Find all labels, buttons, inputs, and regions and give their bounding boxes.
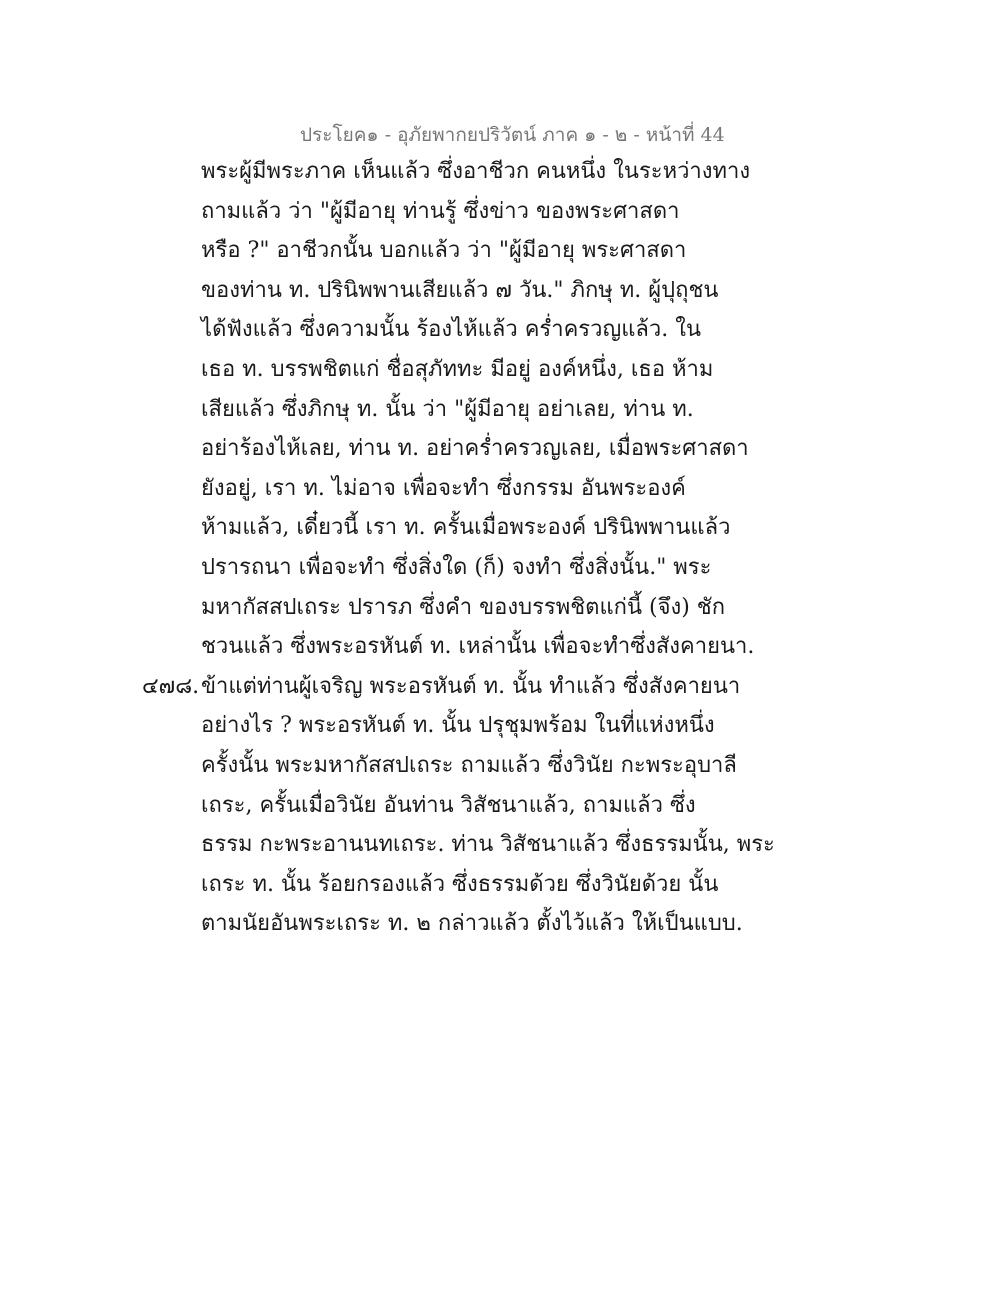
paragraph-number: ๔๗๘. xyxy=(142,673,200,699)
line-text: เสียแล้ว ซึ่งภิกษุ ท. นั้น ว่า "ผู้มีอายุ อย่าเลย, ท่าน ท. xyxy=(201,396,694,422)
text-line xyxy=(0,152,1000,192)
line-text: ของท่าน ท. ปรินิพพานเสียแล้ว ๗ วัน." ภิกษุ ท. ผู้ปุถุชน xyxy=(201,277,719,303)
line-text: ได้ฟังแล้ว ซึ่งความนั้น ร้องไห้แล้ว คร่ำครวญแล้ว. ใน xyxy=(201,317,701,343)
text-line xyxy=(0,627,1000,667)
text-line xyxy=(0,310,1000,350)
line-text: ปรารถนา เพื่อจะทำ ซึ่งสิ่งใด (ก็) จงทำ ซึ่งสิ่งนั้น." พระ xyxy=(201,554,712,580)
line-text: มหากัสสปเถระ ปรารภ ซึ่งคำ ของบรรพชิตแก่นี้ (จึง) ชัก xyxy=(201,594,726,620)
line-text: ตามนัยอันพระเถระ ท. ๒ กล่าวแล้ว ตั้งไว้แล้ว ให้เป็นแบบ. xyxy=(201,911,743,937)
line-text: อย่าร้องไห้เลย, ท่าน ท. อย่าคร่ำครวญเลย, เมื่อพระศาสดา xyxy=(201,436,749,462)
text-line xyxy=(0,825,1000,865)
text-line xyxy=(0,904,1000,944)
line-text: เถระ ท. นั้น ร้อยกรองแล้ว ซึ่งธรรมด้วย ซึ่งวินัยด้วย นั้น xyxy=(201,871,719,897)
text-line xyxy=(0,350,1000,390)
text-line xyxy=(0,469,1000,509)
body-text xyxy=(0,152,1000,944)
text-line xyxy=(0,706,1000,746)
text-line xyxy=(0,192,1000,232)
line-text: พระผู้มีพระภาค เห็นแล้ว ซึ่งอาชีวก คนหนึ่ง ในระหว่างทาง xyxy=(201,159,751,184)
line-text: ชวนแล้ว ซึ่งพระอรหันต์ ท. เหล่านั้น เพื่อจะทำซึ่งสังคายนา. xyxy=(201,634,755,660)
text-line xyxy=(0,271,1000,311)
running-header: ประโยค๑ - อุภัยพากยปริวัตน์ ภาค ๑ - ๒ - หน้าที่ 44 xyxy=(300,124,725,146)
line-text: เธอ ท. บรรพชิตแก่ ชื่อสุภัททะ มีอยู่ องค์หนึ่ง, เธอ ห้าม xyxy=(201,356,714,382)
line-text: ข้าแต่ท่านผู้เจริญ พระอรหันต์ ท. นั้น ทำแล้ว ซึ่งสังคายนา xyxy=(201,673,741,699)
line-text: ยังอยู่, เรา ท. ไม่อาจ เพื่อจะทำ ซึ่งกรรม อันพระองค์ xyxy=(201,475,686,501)
line-text: หรือ ?" อาชีวกนั้น บอกแล้ว ว่า "ผู้มีอายุ พระศาสดา xyxy=(201,238,687,264)
line-text: ธรรม กะพระอานนทเถระ. ท่าน วิสัชนาแล้ว ซึ่งธรรมนั้น, พระ xyxy=(201,832,775,858)
line-text: ห้ามแล้ว, เดี๋ยวนี้ เรา ท. ครั้นเมื่อพระองค์ ปรินิพพานแล้ว xyxy=(201,515,731,541)
text-line xyxy=(0,390,1000,430)
text-line xyxy=(0,231,1000,271)
text-line xyxy=(0,588,1000,628)
text-line xyxy=(0,746,1000,786)
line-text: อย่างไร ? พระอรหันต์ ท. นั้น ปรุชุมพร้อม ในที่แห่งหนึ่ง xyxy=(201,713,715,739)
line-text: เถระ, ครั้นเมื่อวินัย อันท่าน วิสัชนาแล้ว, ถามแล้ว ซึ่ง xyxy=(201,792,696,818)
paragraph-first-line xyxy=(0,667,1000,707)
line-text: ครั้งนั้น พระมหากัสสปเถระ ถามแล้ว ซึ่งวินัย กะพระอุบาลี xyxy=(201,752,737,778)
line-text: ถามแล้ว ว่า "ผู้มีอายุ ท่านรู้ ซึ่งข่าว ของพระศาสดา xyxy=(201,198,680,224)
text-line xyxy=(0,429,1000,469)
text-line xyxy=(0,786,1000,826)
text-line xyxy=(0,508,1000,548)
text-line xyxy=(0,865,1000,905)
text-line xyxy=(0,548,1000,588)
